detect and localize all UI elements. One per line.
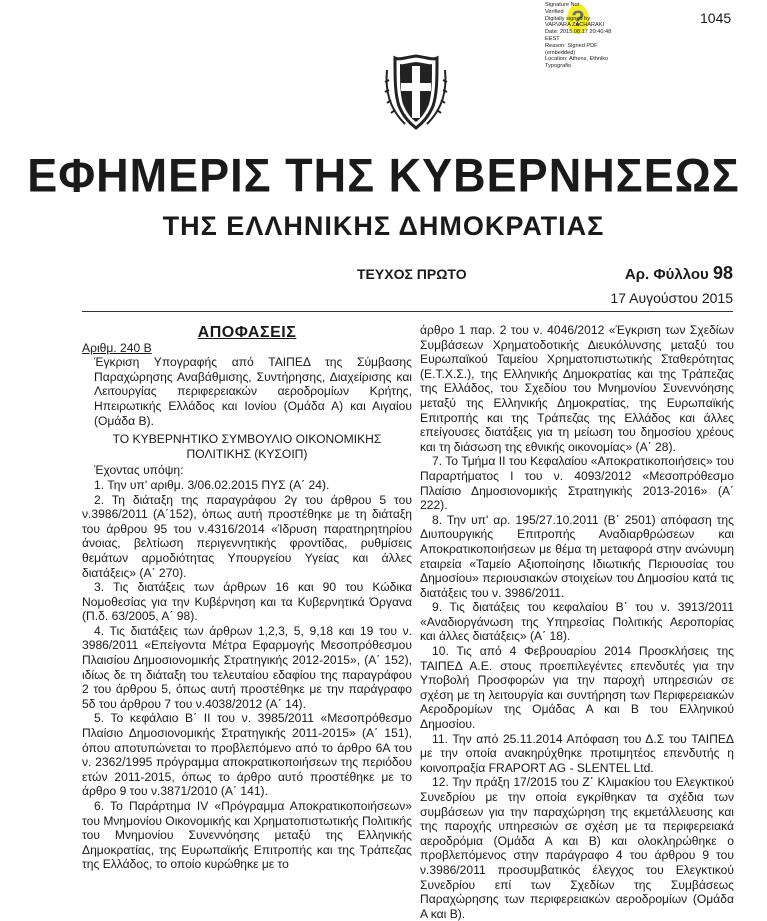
- header-divider: [82, 311, 733, 312]
- sheet-number-value: 98: [712, 263, 733, 283]
- clause-item: 3. Τις διατάξεις των άρθρων 16 και 90 του Κώδικα Νομοθεσίας για την Κυβέρνηση και τα Κυβερνητικά Όργανα (Π.δ. 63/2005, Α΄ 98).: [82, 580, 412, 624]
- signature-line: Reason: Signed PDF: [545, 42, 598, 49]
- council-name-line1: ΤΟ ΚΥΒΕΡΝΗΤΙΚΟ ΣΥΜΒΟΥΛΙΟ ΟΙΚΟΝΟΜΙΚΗΣ: [112, 432, 382, 447]
- sheet-label: Αρ. Φύλλου: [624, 266, 709, 283]
- signature-line: Typografio: [545, 63, 572, 70]
- sheet-number: [625, 263, 733, 284]
- council-name-line2: ΠΟΛΙΤΙΚΗΣ (ΚΥΣΟΙΠ): [186, 446, 308, 461]
- unverified-question-icon: ?: [567, 4, 589, 34]
- clause-item: 9. Τις διατάξεις του κεφαλαίου Β΄ του ν. 3913/2011 «Αναδιοργάνωση της Υπηρεσίας Πολιτικής Αεροπορίας και άλλες διατάξεις» (Α΄ 18).: [420, 600, 734, 644]
- gazette-title: ΕΦΗΜΕΡΙΣ ΤΗΣ ΚΥΒΕΡΝΗΣΕΩΣ: [27, 148, 740, 203]
- right-items-list: [420, 323, 734, 921]
- clause-item: 12. Την πράξη 17/2015 του Ζ΄ Κλιμακίου του Ελεγκτικού Συνεδρίου με την οποία εγκρίθηκαν τα σχέδια των συμβάσεων για την παραχώρηση της εκμετάλλευσης και της παροχής υπηρεσιών σε σχέση με τα περιφερειακά αεροδρόμια (Ομάδα Α και Β) και ολοκληρώθηκε ο προβλεπόμενος στην παράγραφο 4 του άρθρου 9 του ν.3986/2011 προσυμβατικός έλεγχος του Ελεγκτικού Συνεδρίου επί των Σχεδίων της Συμβάσεως Παραχώρησης των περιφερειακών αεροδρομίων (Ομάδα Α και Β).: [420, 775, 734, 921]
- left-items-list: [82, 478, 412, 872]
- gazette-subtitle: ΤΗΣ ΕΛΛΗΝΙΚΗΣ ΔΗΜΟΚΡΑΤΙΑΣ: [162, 211, 605, 241]
- greek-coat-of-arms-icon: [383, 50, 449, 132]
- having-regard: Έχοντας υπόψη:: [94, 463, 184, 478]
- clause-item: 1. Την υπ' αριθμ. 3/06.02.2015 ΠΥΣ (Α΄ 24).: [94, 477, 330, 492]
- signature-line: (embedded): [545, 49, 576, 56]
- decision-number: Αριθμ. 240 Β: [82, 340, 152, 355]
- clause-item: 10. Τις από 4 Φεβρουαρίου 2014 Προσκλήσεις της ΤΑΙΠΕΔ Α.Ε. στους προεπιλεγέντες επενδυτές για την Υποβολή Προσφορών για την παροχή υπηρεσιών σε σχέση με τη λειτουργία και συντήρηση των Περιφερειακών Αεροδρομίων της Ομάδας Α και Β του Ελληνικού Δημοσίου.: [420, 644, 734, 732]
- digital-signature-stamp: [545, 2, 620, 70]
- signature-line: Date: 2015.08.17 20:40:48: [545, 29, 612, 36]
- signature-line: EEST: [545, 35, 560, 42]
- signature-text: [545, 2, 620, 70]
- issue-label: ΤΕΥΧΟΣ ΠΡΩΤΟ: [357, 266, 467, 282]
- clause-item: 11. Την από 25.11.2014 Απόφαση του Δ.Σ του ΤΑΙΠΕΔ με την οποία ανακηρύχθηκε προτιμητέος επενδυτής η κοινοπραξία FRAPORT AG - SLENTEL Ltd.: [420, 731, 734, 775]
- clause-item: 8. Την υπ' αρ. 195/27.10.2011 (Β΄ 2501) απόφαση της Διυπουργικής Επιτροπής Αναδιαρθρώσεων και Αποκρατικοποιήσεων με θέμα τη μεταφορά στην ανώνυμη εταιρεία «Ταμείο Αξιοποίησης Ιδιωτικής Περιουσίας του Δημοσίου» περιουσιακών στοιχείων του Δημοσίου κατά τις διατάξεις του ν. 3986/2011.: [420, 512, 734, 600]
- signature-line: Location: Athens, Ethniko: [545, 56, 609, 63]
- section-heading: ΑΠΟΦΑΣΕΙΣ: [197, 324, 297, 341]
- clause-item: 6. Το Παράρτημα IV «Πρόγραμμα Αποκρατικοποιήσεων» του Μνημονίου Οικονομικής και Χρηματοπιστωτικής Πολιτικής του Μνημονίου Συνεννόησης μεταξύ της Ελληνικής Δημοκρατίας, της Ευρωπαϊκής Επιτροπής και της Τράπεζας της Ελλάδος, το οποίο κυρώθηκε με το: [82, 799, 412, 872]
- left-column: [82, 326, 412, 872]
- signature-line: Digitally signed by: [545, 15, 591, 22]
- clause-item: 2. Τη διάταξη της παραγράφου 2γ του άρθρου 5 του ν.3986/2011 (Α΄152), όπως αυτή προστέθηκε με τη διάταξη του άρθρου 95 του ν.4316/2014 «Ίδρυση παρατηρητηρίου άνοιας, βελτίωση περιγεννητικής φροντίδας, ρυθμίσεις θεμάτων αρμοδιότητας Υπουργείου Υγείας και άλλες διατάξεις» (Α΄ 270).: [82, 492, 412, 580]
- clause-item: άρθρο 1 παρ. 2 του ν. 4046/2012 «Έγκριση των Σχεδίων Συμβάσεων Χρηματοδοτικής Διευκόλυνσης μεταξύ του Ευρωπαϊκού Ταμείου Χρηματοπιστωτικής Σταθερότητας (Ε.Τ.Χ.Σ.), της Ελληνικής Δημοκρατίας και της Τράπεζας της Ελλάδος, του Σχεδίου του Μνημονίου Συνεννόησης μεταξύ της Ελληνικής Δημοκρατίας, της Ευρωπαϊκής Επιτροπής και της Τράπεζας της Ελλάδος και άλλες επείγουσες διατάξεις για τη μείωση του δημοσίου χρέους και τη διάσωση της εθνικής οικονομίας» (Α΄ 28).: [420, 323, 734, 454]
- clause-item: 5. Το κεφάλαιο Β΄ ΙΙ του ν. 3985/2011 «Μεσοπρόθεσμο Πλαίσιο Δημοσιονομικής Στρατηγικής 2011-2015» (Α΄ 151), όπου αποτυπώνεται το προβλεπόμενο από το άρθρο 6Α του ν. 2362/1995 πρόγραμμα αποκρατικοποιήσεων της περιόδου ετών 2011-2015, όπως το άρθρο αυτό προστέθηκε με το άρθρο 9 του ν.3871/2010 (Α΄ 141).: [82, 711, 412, 799]
- issue-date: 17 Αυγούστου 2015: [610, 290, 733, 306]
- clause-item: 4. Τις διατάξεις των άρθρων 1,2,3, 5, 9,18 και 19 του ν. 3986/2011 «Επείγοντα Μέτρα Εφαρμογής Μεσοπρόθεσμου Πλαισίου Δημοσιονομικής Στρατηγικής 2012-2015», (Α΄ 152), ιδίως δε τη διάταξη του τελευταίου εδαφίου της παραγράφου 2 του άρθρου 5, όπως αυτή προστέθηκε με την παράγραφο 5δ του άρθρου 7 του ν.4038/2012 (Α΄ 14).: [82, 623, 412, 711]
- signature-line: Signature Not: [545, 2, 580, 8]
- signature-line: VARVARA ZACHARAKI: [545, 22, 605, 29]
- decision-subject: Έγκριση Υπογραφής από ΤΑΙΠΕΔ της Σύμβασης Παραχώρησης Αναβάθμισης, Συντήρησης, Διαχείρισης και Λειτουργίας περιφερειακών αεροδρομίων Κρήτης, Ηπειρωτικής Ελλάδος και Ιονίου (Ομάδα Α) και Αιγαίου (Ομάδα Β).: [94, 355, 412, 428]
- page-number: 1045: [700, 10, 732, 26]
- clause-item: 7. Το Τμήμα ΙΙ του Κεφαλαίου «Αποκρατικοποιήσεις» του Παραρτήματος Ι του ν. 4093/2012 «Μεσοπρόθεσμο Πλαίσιο Δημοσιονομικής Στρατηγικής 2013-2016» (Α΄ 222).: [420, 454, 734, 513]
- right-column: [420, 323, 734, 921]
- signature-line: Verified: [545, 8, 564, 15]
